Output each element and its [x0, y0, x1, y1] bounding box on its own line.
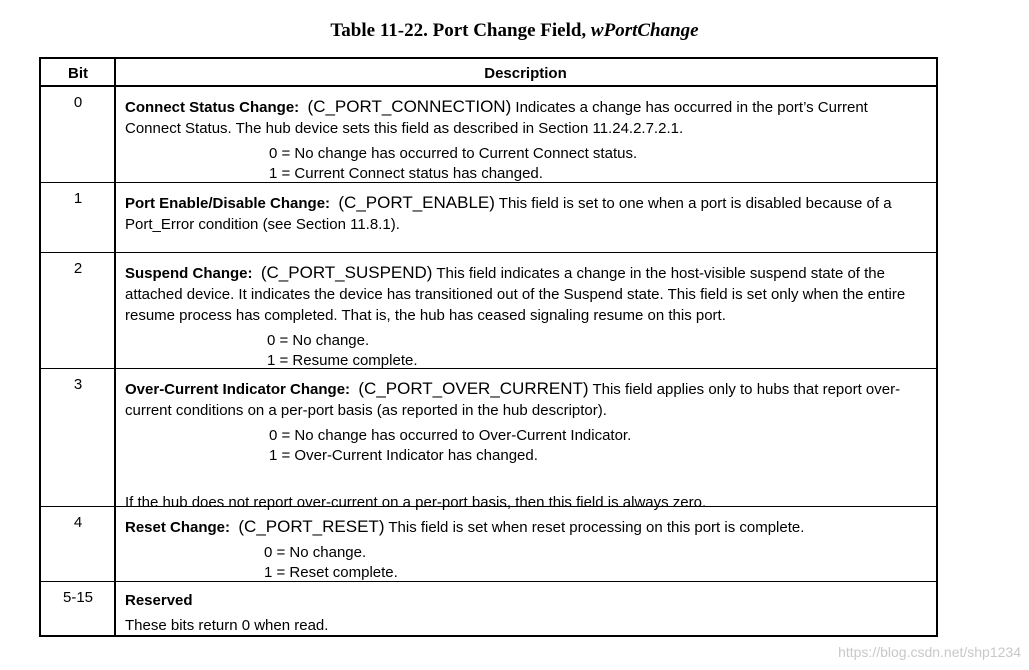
- field-signal: (C_PORT_ENABLE): [338, 193, 495, 212]
- bit-cell: 4: [73, 514, 83, 531]
- bit-cell: 5-15: [62, 589, 94, 606]
- value-item: 1 = Resume complete.: [267, 352, 418, 369]
- table-row: [41, 253, 936, 369]
- header-bit: Bit: [68, 65, 88, 82]
- field-text: This field is set to one when a port is disabled because of a Port_Error condition (see Section 11.8.1).: [125, 195, 892, 233]
- field-title: Suspend Change:: [125, 265, 253, 282]
- table-row: [41, 183, 936, 253]
- value-item: 0 = No change has occurred to Current Connect status.: [269, 145, 638, 162]
- field-text: This field is set when reset processing on this port is complete.: [384, 519, 805, 536]
- table-row: [41, 507, 936, 582]
- field-title: Over-Current Indicator Change:: [125, 381, 351, 398]
- field-note: If the hub does not report over-current on a per-port basis, then this field is always zero.: [125, 494, 707, 511]
- description-cell: [125, 590, 924, 636]
- field-text: Indicates a change has occurred in the port’s Current Connect Status. The hub device sets this field as described in Section 11.24.2.7.2.1.: [125, 99, 868, 137]
- bit-cell: 1: [73, 190, 83, 207]
- field-text: This field applies only to hubs that report over-current conditions on a per-port basis (as reported in the hub descriptor).: [125, 381, 901, 419]
- field-title: Connect Status Change:: [125, 99, 300, 116]
- value-item: 0 = No change.: [267, 332, 370, 349]
- description-cell: [125, 516, 924, 583]
- value-list: [269, 144, 924, 184]
- description-cell: [125, 192, 924, 235]
- value-list: [269, 426, 924, 466]
- value-item: 1 = Reset complete.: [264, 564, 398, 581]
- value-item: 1 = Over-Current Indicator has changed.: [269, 447, 538, 464]
- port-change-table: [39, 57, 938, 637]
- description-cell: [125, 262, 924, 371]
- description-cell: [125, 378, 924, 513]
- value-item: 0 = No change.: [264, 544, 367, 561]
- field-signal: (C_PORT_SUSPEND): [260, 263, 433, 282]
- bit-cell: 0: [73, 94, 83, 111]
- value-item: 1 = Current Connect status has changed.: [269, 165, 543, 182]
- value-list: [267, 331, 924, 371]
- field-title: Reserved: [125, 592, 193, 609]
- field-title: Port Enable/Disable Change:: [125, 195, 331, 212]
- field-signal: (C_PORT_RESET): [238, 517, 385, 536]
- caption-field-name: wPortChange: [590, 20, 699, 41]
- description-cell: [125, 96, 924, 184]
- header-description: Description: [484, 65, 567, 82]
- table-header: [41, 59, 936, 87]
- table-row: [41, 582, 936, 635]
- watermark-url: https://blog.csdn.net/shp1234: [838, 644, 1021, 660]
- field-title: Reset Change:: [125, 519, 231, 536]
- table-row: [41, 369, 936, 511]
- field-signal: (C_PORT_OVER_CURRENT): [358, 379, 589, 398]
- field-text: This field indicates a change in the host-visible suspend state of the attached device. It indicates the device has transitioned out of the Suspend state. This field is set only when the entire resume process has completed. That is, the hub has ceased signaling resume on this port.: [125, 265, 906, 324]
- table-caption: [0, 20, 1029, 42]
- value-item: 0 = No change has occurred to Over-Current Indicator.: [269, 427, 632, 444]
- bit-cell: 2: [73, 260, 83, 277]
- field-signal: (C_PORT_CONNECTION): [307, 97, 512, 116]
- value-list: [264, 543, 924, 583]
- field-text: These bits return 0 when read.: [125, 617, 329, 634]
- caption-prefix: Table 11-22. Port Change Field,: [330, 20, 591, 41]
- table-row: [41, 87, 936, 183]
- bit-cell: 3: [73, 376, 83, 393]
